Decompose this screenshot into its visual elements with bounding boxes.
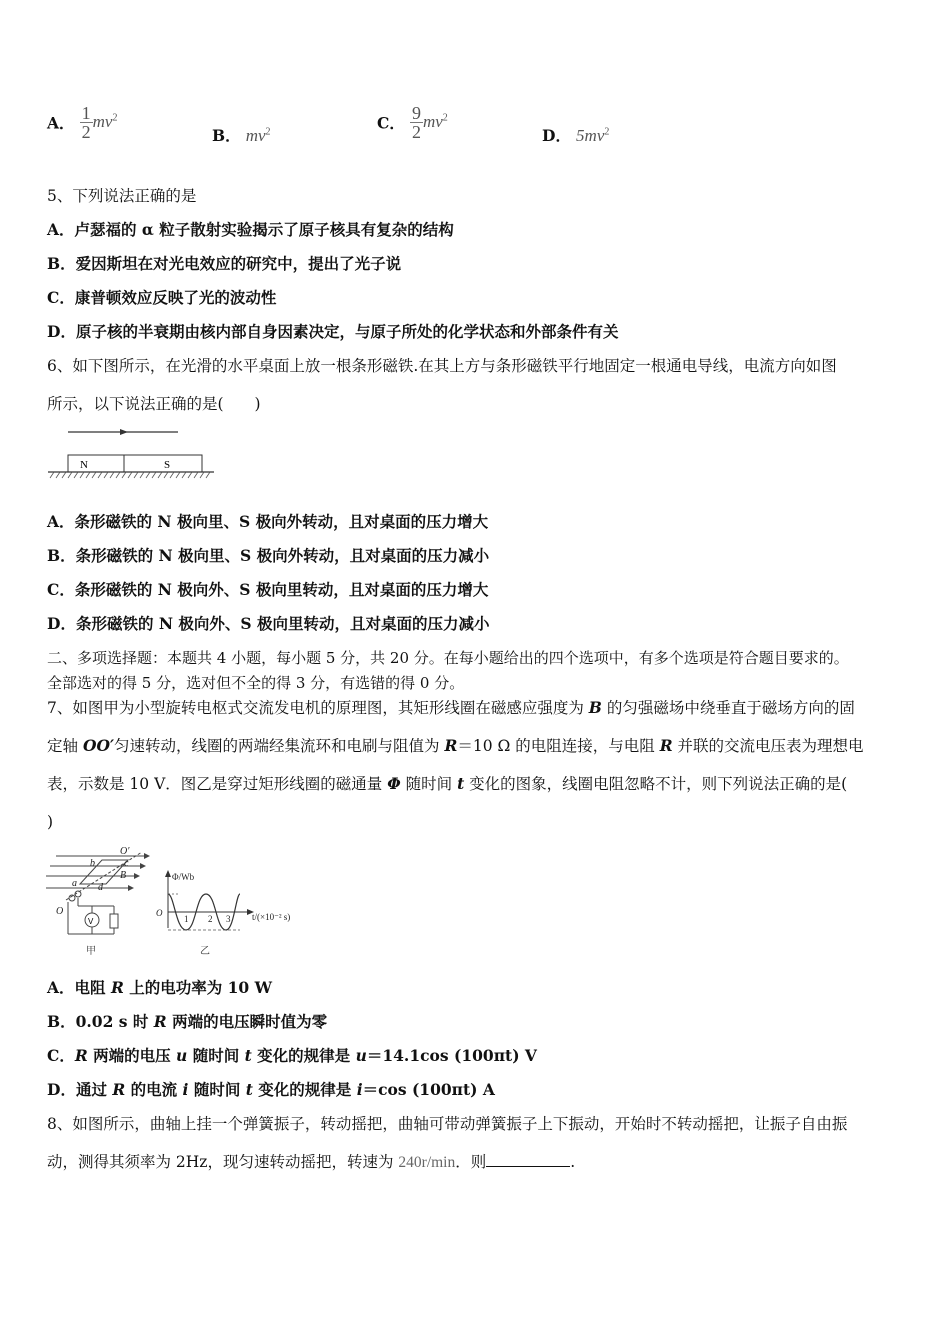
- q4-option-a-mv: mv: [92, 112, 113, 131]
- flux-axis-arrow-icon: [165, 870, 171, 877]
- q7-l2e: ＝10 Ω 的电阻连接，与电阻: [457, 737, 660, 755]
- magnet-s-label: S: [164, 459, 171, 471]
- q6-option-d: D．条形磁铁的 N 极向外、S 极向里转动，且对桌面的压力减小: [47, 614, 490, 633]
- q8-speed: 240r/min: [398, 1154, 456, 1171]
- q4-option-c-mv: mv: [422, 112, 443, 131]
- q7-optD-2: R: [112, 1080, 126, 1099]
- q7-optD-6: t: [245, 1080, 253, 1099]
- q7-optC-8: u: [355, 1046, 367, 1065]
- q7-stem-line1: [47, 698, 855, 718]
- q6-stem-line1: 6、如下图所示，在光滑的水平桌面上放一根条形磁铁.在其上方与条形磁铁平行地固定一根通电导线，电流方向如图: [47, 357, 837, 375]
- q7-option-d: [47, 1080, 495, 1100]
- q7-l2c: 匀速转动，线圈的两端经集流环和电刷与阻值为: [114, 737, 445, 755]
- magnet-s-half: [124, 455, 202, 472]
- q7-l2b: OO′: [82, 736, 115, 755]
- label-o-prime: O′: [120, 846, 130, 857]
- q7-l3b: Φ: [387, 774, 401, 793]
- magnet-n-label: N: [80, 459, 88, 471]
- label-B: B: [120, 870, 127, 881]
- q7-optB-1: B．0.02 s 时: [47, 1012, 154, 1031]
- figure-yi-caption: 乙: [200, 946, 210, 957]
- q8-stem-line2: [47, 1152, 575, 1173]
- q4-option-a-fraction: [80, 104, 93, 141]
- q4-option-c-num: 9: [411, 103, 421, 123]
- q7-l2d: R: [444, 736, 458, 755]
- q6-magnet-figure: [46, 424, 216, 480]
- q7-l1b: B: [588, 698, 602, 717]
- tick-label-2: 2: [208, 914, 213, 924]
- q7-optD-7: 变化的规律是: [252, 1080, 357, 1099]
- q7-optC-2: R: [74, 1046, 88, 1065]
- origin-label: O: [156, 908, 163, 918]
- q4-option-a-den: 2: [81, 122, 91, 142]
- section2-line1: 二、多项选择题：本题共 4 小题，每小题 5 分，共 20 分。在每小题给出的四个选项中，有多个选项是符合题目要求的。: [47, 649, 849, 667]
- q4-option-c: [377, 104, 448, 141]
- q4-option-b-letter: B．: [212, 126, 241, 145]
- q6-option-b: B．条形磁铁的 N 极向里、S 极向外转动，且对桌面的压力减小: [47, 546, 490, 565]
- q7-stem-line3: [47, 774, 847, 794]
- q8-answer-blank[interactable]: [486, 1152, 570, 1167]
- q8-line2a: 动，测得其须率为 2Hz，现匀速转动摇把，转速为: [47, 1153, 399, 1171]
- q4-option-d-mv: 5mv: [576, 126, 605, 145]
- label-O: O: [56, 906, 64, 917]
- q5-option-d: D．原子核的半衰期由核内部自身因素决定，与原子所处的化学状态和外部条件有关: [47, 322, 619, 341]
- q4-option-c-sup: 2: [442, 112, 448, 124]
- q7-optD-4: i: [182, 1080, 189, 1099]
- voltmeter-label: V: [88, 917, 94, 926]
- q7-l3c: 随时间: [400, 775, 458, 793]
- label-c: c: [124, 858, 129, 869]
- label-a: a: [72, 878, 77, 889]
- q7-optC-3: 两端的电压: [87, 1046, 177, 1065]
- q7-optC-6: t: [244, 1046, 252, 1065]
- q4-option-b-expr: [246, 126, 271, 145]
- q7-stem-line2: [47, 736, 864, 756]
- q8-line2b: ．则: [455, 1153, 487, 1171]
- q8-line2c: .: [570, 1153, 576, 1171]
- q4-option-d-expr: [576, 126, 609, 145]
- q7-l2a: 定轴: [47, 737, 83, 755]
- time-axis-label: t/(×10⁻² s): [252, 912, 291, 922]
- q7-optC-9: ＝14.1cos (100πt) V: [366, 1046, 537, 1065]
- q4-option-c-den: 2: [411, 122, 421, 142]
- q5-option-b: B．爱因斯坦在对光电效应的研究中，提出了光子说: [47, 254, 402, 273]
- q7-l2f: R: [659, 736, 673, 755]
- q4-option-c-fraction: [410, 104, 423, 141]
- resistor-icon: [110, 914, 118, 928]
- q4-option-a-letter: A．: [47, 113, 75, 133]
- q5-option-a: A．卢瑟福的 α 粒子散射实验揭示了原子核具有复杂的结构: [47, 220, 454, 239]
- label-b: b: [90, 858, 95, 869]
- q4-option-d-letter: D．: [542, 126, 571, 145]
- q4-option-b-sup: 2: [265, 126, 271, 138]
- q7-option-b: [47, 1012, 327, 1032]
- q4-option-c-letter: C．: [377, 113, 405, 133]
- q7-optA-1: A．电阻: [47, 978, 111, 997]
- q4-option-b-mv: mv: [245, 126, 266, 145]
- q4-option-c-expr: [423, 112, 448, 131]
- q7-optD-5: 随时间: [188, 1080, 246, 1099]
- q7-figure-yi: [154, 868, 304, 960]
- q7-optD-8: i: [356, 1080, 363, 1099]
- tick-label-1: 1: [184, 914, 189, 924]
- q4-option-d: [542, 124, 609, 146]
- q7-optC-5: 随时间: [187, 1046, 245, 1065]
- q7-optA-2: R: [110, 978, 124, 997]
- tick-label-3: 3: [226, 914, 231, 924]
- q7-l2g: 并联的交流电压表为理想电: [672, 737, 864, 755]
- q7-optA-3: 上的电功率为 10 W: [123, 978, 272, 997]
- q6-stem-line2: 所示，以下说法正确的是( ): [47, 395, 261, 413]
- q4-option-a-num: 1: [81, 103, 91, 123]
- q7-optD-9: ＝cos (100πt) A: [362, 1080, 495, 1099]
- q7-l1c: 的匀强磁场中绕垂直于磁场方向的固: [601, 699, 855, 717]
- q7-figure-jia: [44, 842, 164, 960]
- figure-jia-caption: 甲: [86, 946, 96, 957]
- q7-option-c: [47, 1046, 537, 1066]
- q8-stem-line1: 8、如图所示，曲轴上挂一个弹簧振子，转动摇把，曲轴可带动弹簧振子上下振动，开始时不转动摇把，让振子自由振: [47, 1115, 848, 1133]
- q7-l1a: 7、如图甲为小型旋转电枢式交流发电机的原理图，其矩形线圈在磁感应强度为: [47, 699, 589, 717]
- flux-axis-label: Φ/Wb: [172, 872, 195, 882]
- q7-optD-3: 的电流: [125, 1080, 183, 1099]
- magnet-n-half: [68, 455, 124, 472]
- q7-l3a: 表，示数是 10 V．图乙是穿过矩形线圈的磁通量: [47, 775, 388, 793]
- q6-option-c: C．条形磁铁的 N 极向外、S 极向里转动，且对桌面的压力增大: [47, 580, 489, 599]
- q5-option-c: C．康普顿效应反映了光的波动性: [47, 288, 277, 307]
- q7-optD-1: D．通过: [47, 1080, 113, 1099]
- q7-l3d: t: [457, 774, 465, 793]
- section2-line2: 全部选对的得 5 分，选对但不全的得 3 分，有选错的得 0 分。: [47, 674, 465, 692]
- q4-option-b: [212, 124, 271, 146]
- q7-optC-1: C．: [47, 1046, 75, 1065]
- q4-option-a-sup: 2: [112, 112, 118, 124]
- q7-l3e: 变化的图象，线圈电阻忽略不计，则下列说法正确的是(: [464, 775, 848, 793]
- q7-option-a: [47, 978, 272, 998]
- q6-option-a: A．条形磁铁的 N 极向里、S 极向外转动，且对桌面的压力增大: [47, 512, 489, 531]
- q4-option-a: [47, 104, 117, 141]
- q4-option-d-sup: 2: [604, 126, 610, 138]
- q5-stem: 5、下列说法正确的是: [47, 187, 197, 205]
- label-d: d: [98, 882, 103, 893]
- q7-optB-2: R: [153, 1012, 167, 1031]
- current-arrow-icon: [120, 429, 128, 435]
- q4-option-a-expr: [93, 112, 118, 131]
- table-hatching: [50, 472, 210, 478]
- q7-optB-3: 两端的电压瞬时值为零: [166, 1012, 328, 1031]
- q7-optC-7: 变化的规律是: [251, 1046, 356, 1065]
- q7-optC-4: u: [176, 1046, 188, 1065]
- q7-stem-line4: ): [47, 813, 54, 831]
